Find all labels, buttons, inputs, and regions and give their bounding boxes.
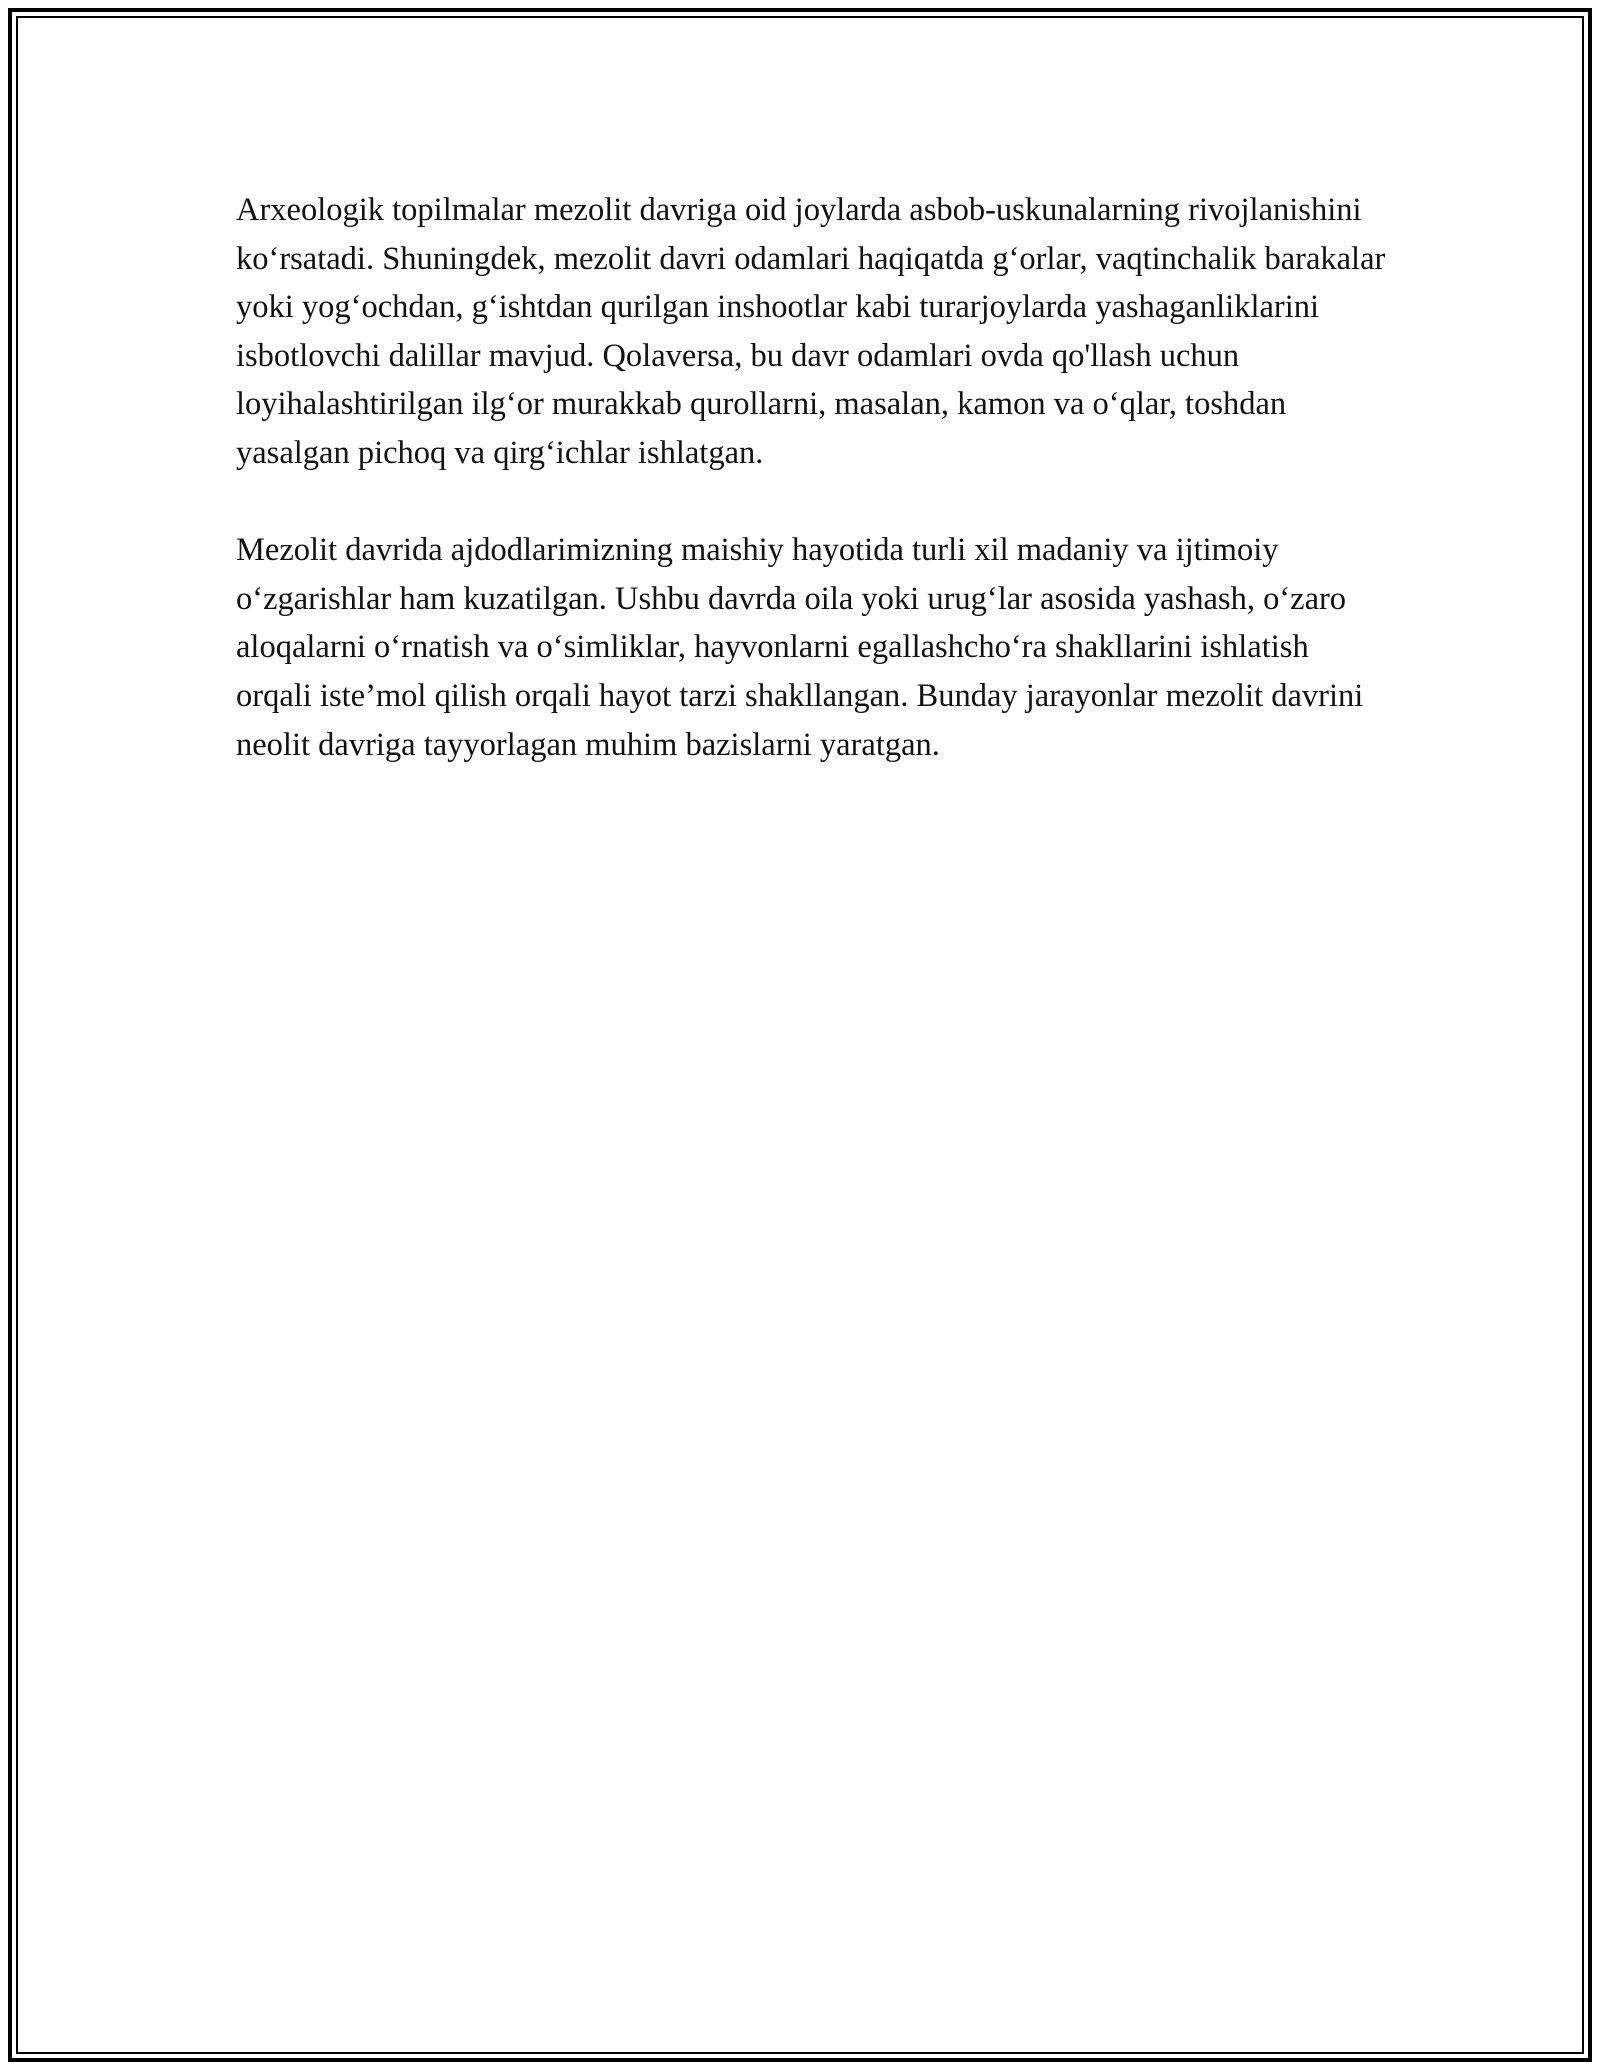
paragraph-1: Arxeologik topilmalar mezolit davriga oid joylarda asbob-uskunalarning rivojlanishini ko‘rsatadi. Shuningdek, mezolit davri odamlari haqiqatda g‘orlar, vaqtinchalik barakalar yoki yog‘ochdan, g‘ishtdan qurilgan inshootlar kabi turarjoylarda yashaganliklarini isbotlovchi dalillar mavjud. Qolaversa, bu davr odamlari ovda qo'llash uchun loyihalashtirilgan ilg‘or murakkab qurollarni, masalan, kamon va o‘qlar, toshdan yasalgan pichoq va qirg‘ichlar ishlatgan. xyxy=(236,192,1386,471)
paragraph-2: Mezolit davrida ajdodlarimizning maishiy hayotida turli xil madaniy va ijtimoiy o‘zgarishlar ham kuzatilgan. Ushbu davrda oila yoki urug‘lar asosida yashash, o‘zaro aloqalarni o‘rnatish va o‘simliklar, hayvonlarni egallashcho‘ra shakllarini ishlatish orqali iste’mol qilish orqali hayot tarzi shakllangan. Bunday jarayonlar mezolit davrini neolit davriga tayyorlagan muhim bazislarni yaratgan. xyxy=(236,532,1364,763)
document-body xyxy=(236,186,1386,818)
